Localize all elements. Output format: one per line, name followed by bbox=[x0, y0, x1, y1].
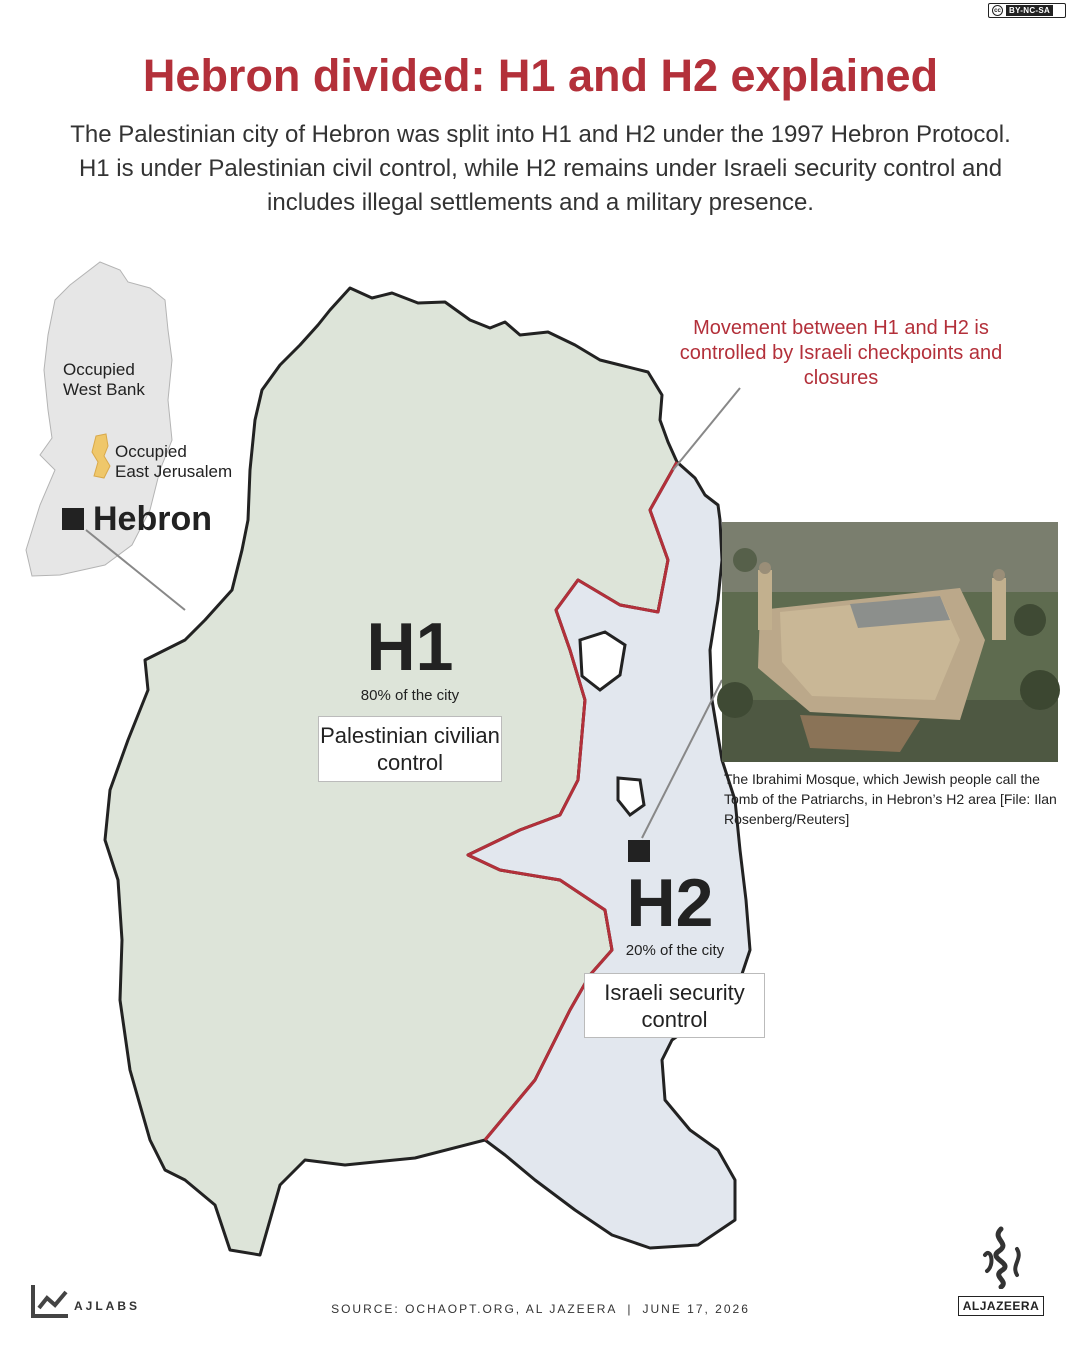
h1-control-box bbox=[318, 716, 502, 782]
aljazeera-calligraphy-icon bbox=[971, 1225, 1031, 1289]
creative-commons-icon: cc bbox=[992, 5, 1003, 16]
west-bank-label-line-1: Occupied bbox=[63, 360, 135, 379]
west-bank-label-line-2: West Bank bbox=[63, 380, 145, 399]
source-text: SOURCE: OCHAOPT.ORG, AL JAZEERA bbox=[331, 1302, 618, 1316]
ajlabs-wordmark: AJLABS bbox=[74, 1299, 141, 1313]
ibrahimi-mosque-marker bbox=[628, 840, 650, 862]
checkpoint-leader-line bbox=[673, 388, 740, 470]
east-jerusalem-label-line-1: Occupied bbox=[115, 442, 187, 461]
h2-control-label: Israeli security control bbox=[604, 979, 745, 1032]
checkpoint-annotation: Movement between H1 and H2 is controlled by Israeli checkpoints and closures bbox=[679, 317, 1003, 389]
east-jerusalem-label-line-2: East Jerusalem bbox=[115, 462, 233, 481]
photo-caption: The Ibrahimi Mosque, which Jewish people call the Tomb of the Patriarchs, in Hebron’s H2 area [File: Ilan Rosenberg/Reuters] bbox=[724, 771, 1057, 827]
h1-code: H1 bbox=[366, 609, 454, 685]
footer-separator: | bbox=[627, 1302, 633, 1316]
footer-source bbox=[0, 1302, 1081, 1316]
h2-code: H2 bbox=[626, 865, 714, 941]
east-jerusalem-label bbox=[115, 442, 232, 482]
h1-control-label: Palestinian civilian control bbox=[320, 723, 500, 775]
page-title: Hebron divided: H1 and H2 explained bbox=[142, 50, 939, 101]
aljazeera-wordmark: ALJAZEERA bbox=[958, 1296, 1045, 1316]
west-bank-label bbox=[63, 360, 145, 400]
hebron-label: Hebron bbox=[93, 500, 212, 538]
h2-share: 20% of the city bbox=[625, 942, 725, 959]
aljazeera-logo bbox=[955, 1225, 1047, 1316]
h1-share: 80% of the city bbox=[360, 687, 460, 704]
license-text: BY-NC-SA bbox=[1006, 5, 1053, 16]
hebron-leader-line bbox=[86, 530, 185, 610]
intro-text: The Palestinian city of Hebron was split into H1 and H2 under the 1997 Hebron Protocol. H1 is under Palestinian civil control, while H2 remains under Israeli security control and includes illegal settlements and a military presence. bbox=[70, 121, 1011, 216]
ibrahimi-mosque-photo bbox=[717, 522, 1060, 762]
hebron-marker bbox=[62, 508, 84, 530]
h2-control-box bbox=[584, 973, 765, 1038]
date-text: JUNE 17, 2026 bbox=[642, 1302, 750, 1316]
